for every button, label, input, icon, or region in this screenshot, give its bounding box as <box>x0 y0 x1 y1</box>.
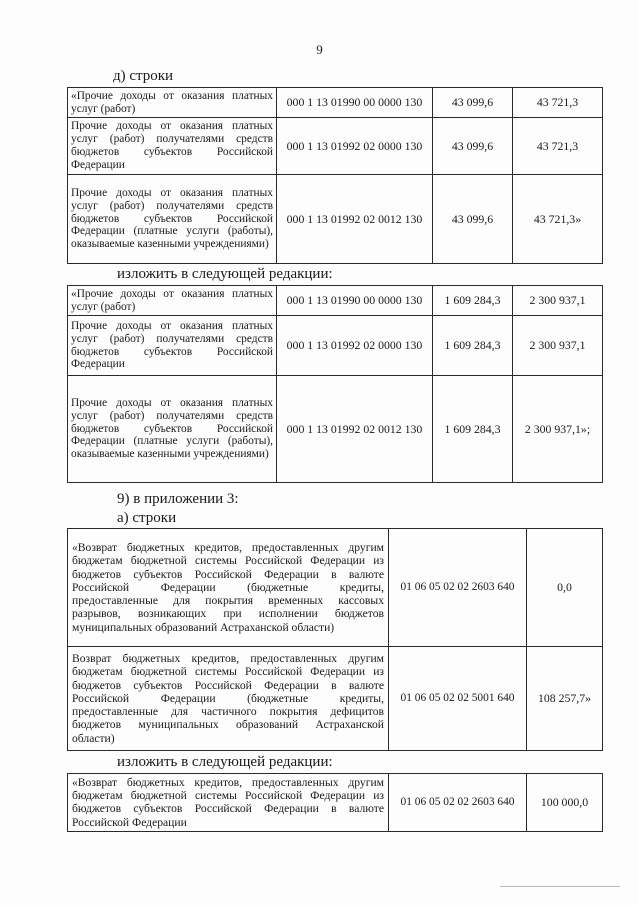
table-row <box>68 376 603 483</box>
table-row <box>68 529 603 647</box>
table-row <box>68 88 603 118</box>
section-9-replace-heading: изложить в следующей редакции: <box>117 754 333 770</box>
table-9a-new <box>67 773 603 832</box>
row-code: 01 06 05 02 02 5001 640 <box>389 647 527 751</box>
row-name: «Прочие доходы от оказания платных услуг (работ) <box>68 286 277 316</box>
row-name: Прочие доходы от оказания платных услуг (работ) получателями средств бюджетов субъектов Российской Федерации (платные услуги (работы), оказываемые казенными учреждениями) <box>68 376 277 483</box>
row-value: 108 257,7» <box>527 647 603 751</box>
table-row <box>68 647 603 751</box>
row-value-1: 1 609 284,3 <box>433 286 513 316</box>
row-name: «Возврат бюджетных кредитов, предоставленных другим бюджетам бюджетной системы Российской Федерации из бюджетов субъектов Российской Федерации в валюте Российской Федерации <box>68 774 389 832</box>
row-value-2: 43 721,3» <box>513 175 603 264</box>
scan-edge-line <box>500 886 620 887</box>
row-value-1: 1 609 284,3 <box>433 316 513 376</box>
row-name: Прочие доходы от оказания платных услуг (работ) получателями средств бюджетов субъектов Российской Федерации <box>68 316 277 376</box>
row-value-1: 1 609 284,3 <box>433 376 513 483</box>
row-value-1: 43 099,6 <box>433 175 513 264</box>
row-code: 000 1 13 01990 00 0000 130 <box>277 286 433 316</box>
row-value-2: 43 721,3 <box>513 88 603 118</box>
row-name: Прочие доходы от оказания платных услуг (работ) получателями средств бюджетов субъектов Российской Федерации <box>68 118 277 175</box>
table-row <box>68 118 603 175</box>
row-code: 000 1 13 01990 00 0000 130 <box>277 88 433 118</box>
table-d-new <box>67 285 603 483</box>
row-code: 000 1 13 01992 02 0000 130 <box>277 118 433 175</box>
row-code: 000 1 13 01992 02 0000 130 <box>277 316 433 376</box>
table-row <box>68 774 603 832</box>
row-value-1: 43 099,6 <box>433 118 513 175</box>
table-9a-old <box>67 528 603 751</box>
table-row <box>68 286 603 316</box>
row-code: 01 06 05 02 02 2603 640 <box>389 774 527 832</box>
row-value: 100 000,0 <box>527 774 603 832</box>
row-value: 0,0 <box>527 529 603 647</box>
row-name: Прочие доходы от оказания платных услуг (работ) получателями средств бюджетов субъектов Российской Федерации (платные услуги (работы), оказываемые казенными учреждениями) <box>68 175 277 264</box>
section-d-replace-heading: изложить в следующей редакции: <box>117 266 333 282</box>
section-d-heading: д) строки <box>113 68 174 84</box>
section-9-sub-a: а) строки <box>117 510 177 526</box>
row-name: «Прочие доходы от оказания платных услуг (работ) <box>68 88 277 118</box>
row-name: «Возврат бюджетных кредитов, предоставленных другим бюджетам бюджетной системы Российской Федерации из бюджетов субъектов Российской Федерации в валюте Российской Федерации (бюджетные кредиты, предоставленные для покрытия временных кассовых разрывов, возникающих при исполнении бюджетов муниципальных образований Астраханской области) <box>68 529 389 647</box>
row-name: Возврат бюджетных кредитов, предоставленных другим бюджетам бюджетной системы Российской Федерации из бюджетов субъектов Российской Федерации в валюте Российской Федерации (бюджетные кредиты, предоставленные для частичного покрытия дефицитов бюджетов муниципальных образований Астраханской области) <box>68 647 389 751</box>
row-value-2: 2 300 937,1 <box>513 286 603 316</box>
section-9-heading: 9) в приложении 3: <box>117 491 239 507</box>
row-value-2: 43 721,3 <box>513 118 603 175</box>
row-value-2: 2 300 937,1 <box>513 316 603 376</box>
table-row <box>68 175 603 264</box>
row-value-1: 43 099,6 <box>433 88 513 118</box>
row-value-2: 2 300 937,1»; <box>513 376 603 483</box>
row-code: 000 1 13 01992 02 0012 130 <box>277 175 433 264</box>
table-row <box>68 316 603 376</box>
row-code: 01 06 05 02 02 2603 640 <box>389 529 527 647</box>
table-d-old <box>67 87 603 264</box>
row-code: 000 1 13 01992 02 0012 130 <box>277 376 433 483</box>
page-number: 9 <box>316 42 323 57</box>
